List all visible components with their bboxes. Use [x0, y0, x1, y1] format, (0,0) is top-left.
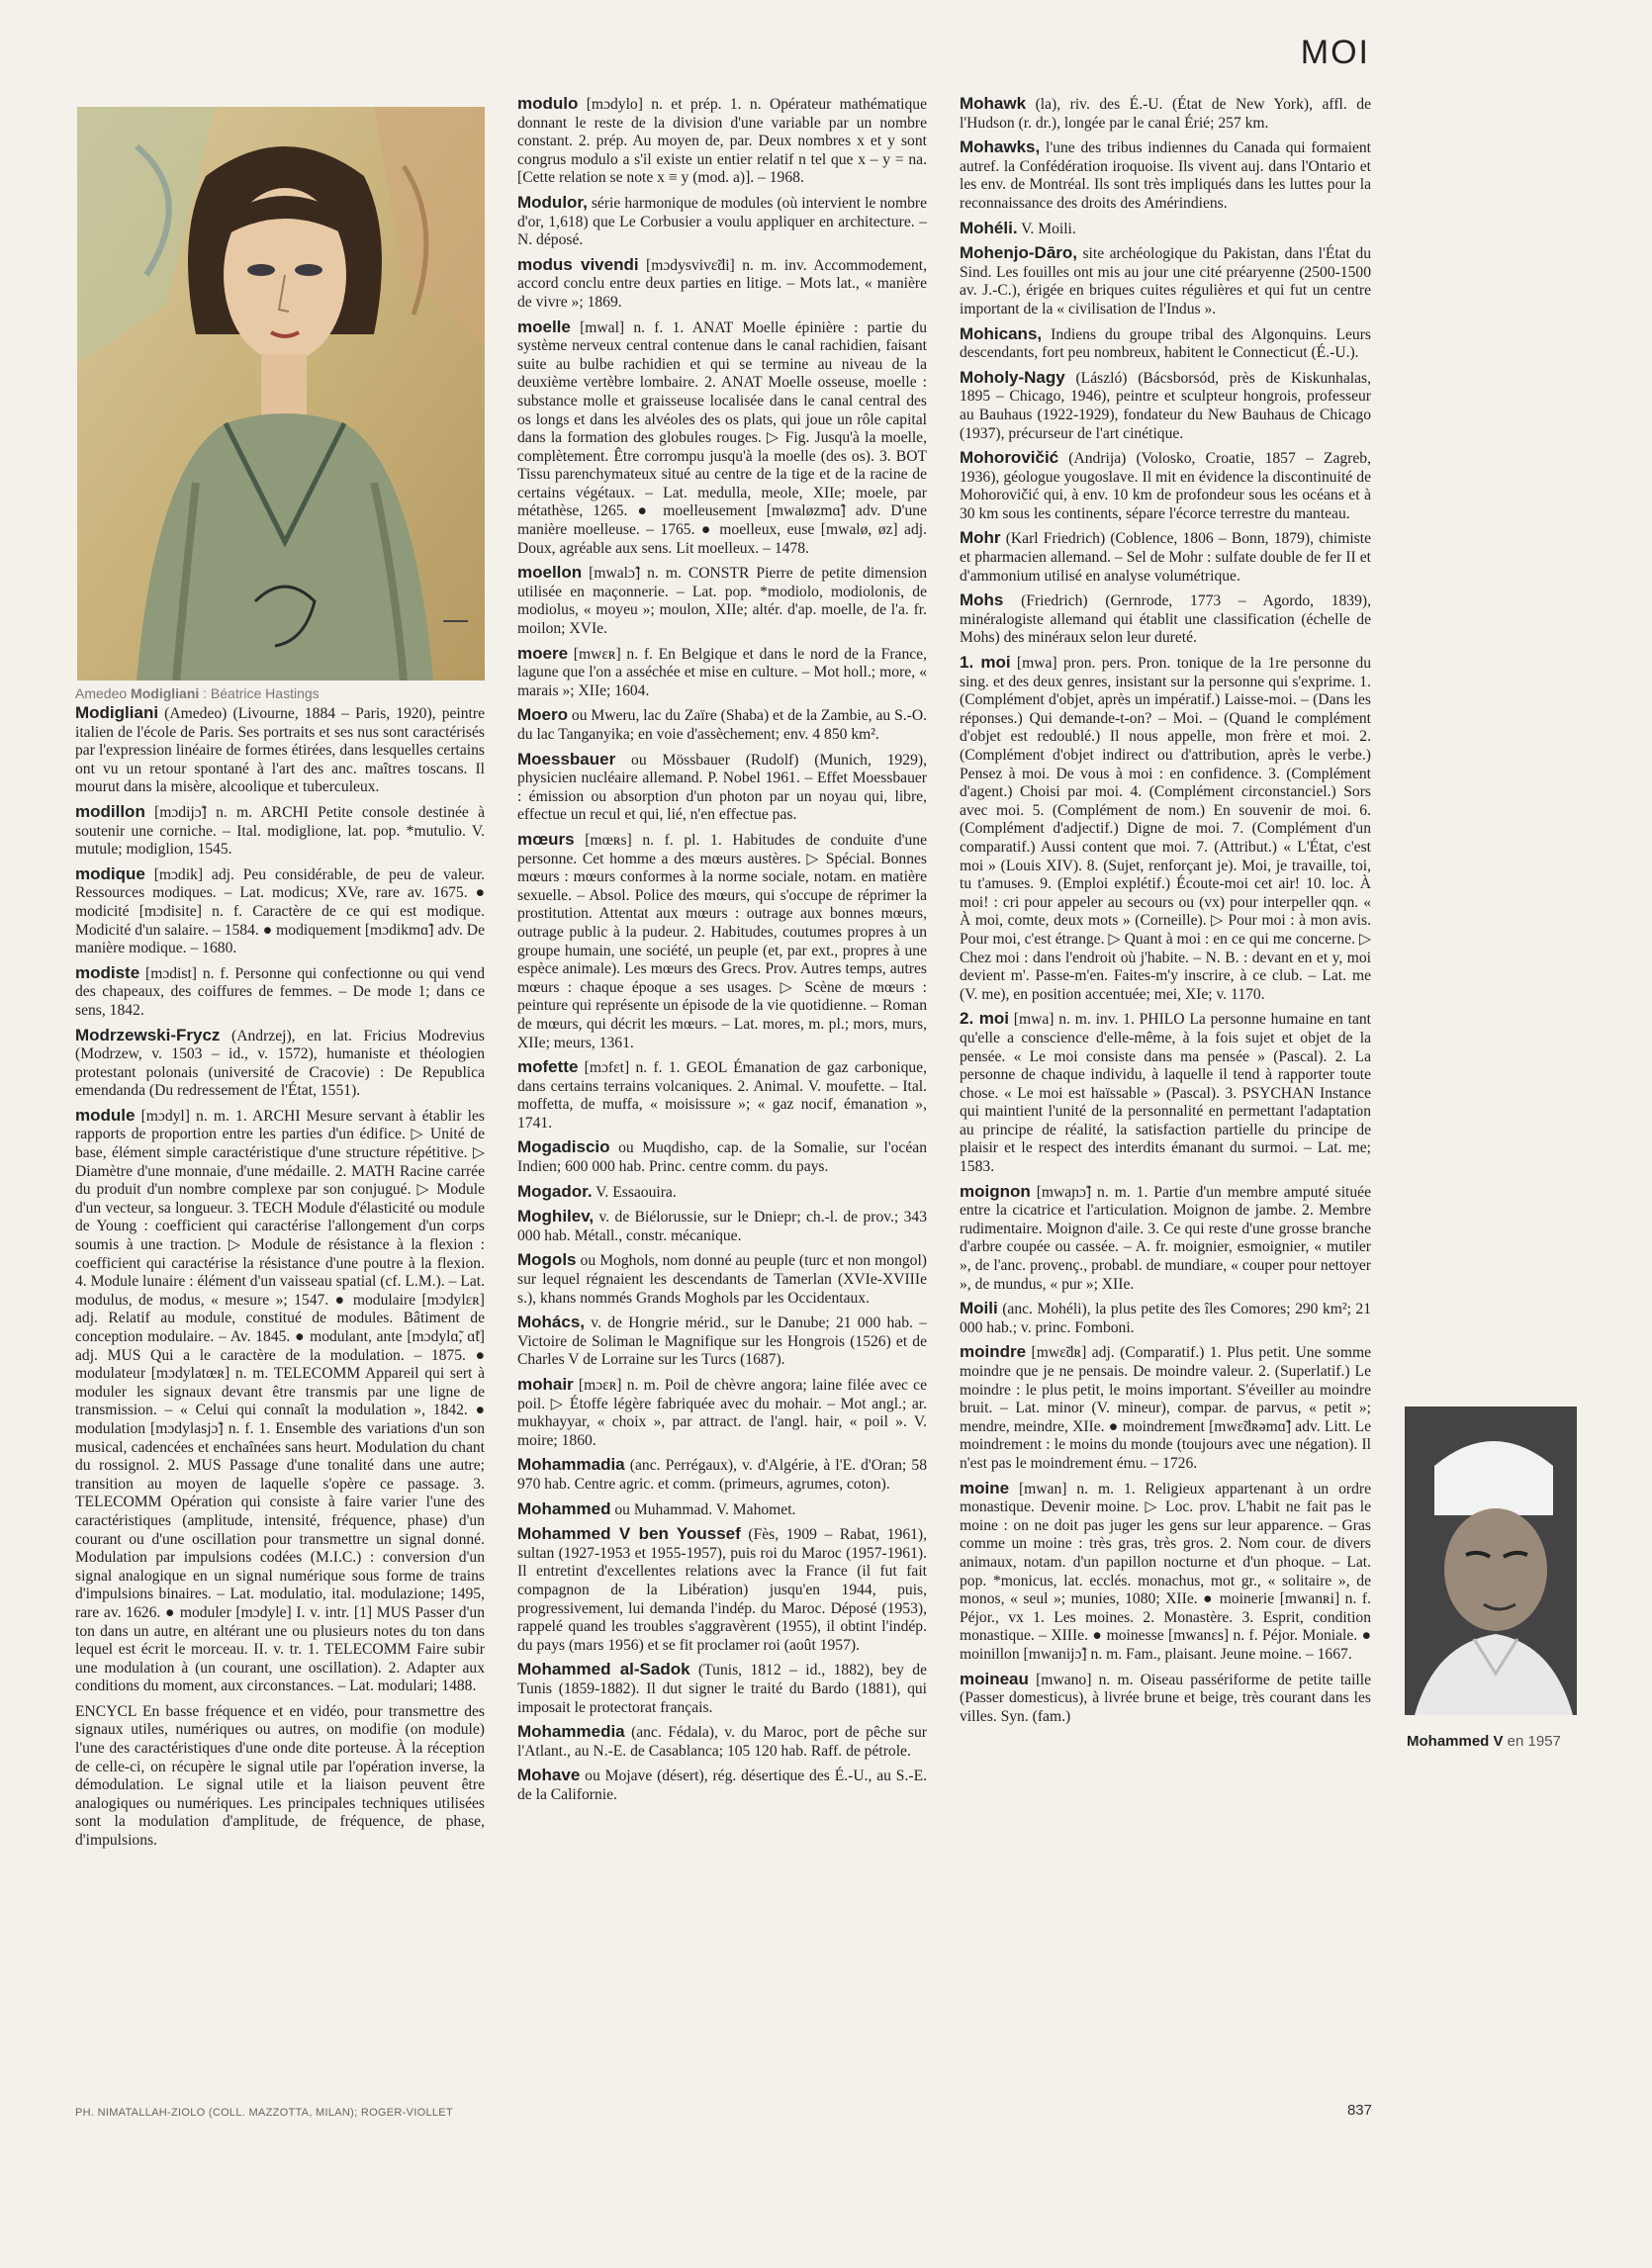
entry	[960, 1671, 1371, 1727]
encyclopedic-note	[75, 1702, 485, 1851]
definition: ou Muqdisho, cap. de la Somalie, sur l'océan Indien; 600 000 hab. Princ. centre comm. du pays.	[517, 1139, 927, 1176]
definition: ou Moghols, nom donné au peuple (turc et non mongol) sur lequel régnaient les descendants de Tamerlan (XVIe-XVIIIe s.), khans nommés Grands Moghols par les Occidentaux.	[517, 1252, 927, 1307]
entry	[960, 529, 1371, 586]
headword: Moessbauer	[517, 749, 616, 769]
entry	[960, 449, 1371, 523]
definition: (anc. Mohéli), la plus petite des îles Comores; 290 km²; 21 000 hab.; v. princ. Fomboni.	[960, 1301, 1371, 1336]
entry	[517, 1500, 927, 1520]
entry	[517, 1251, 927, 1308]
headword: moineau	[960, 1669, 1029, 1688]
entry	[517, 1376, 927, 1450]
entry	[517, 1525, 927, 1655]
entry	[517, 1208, 927, 1245]
entry	[960, 1183, 1371, 1295]
column-1	[75, 704, 485, 2084]
photo-credits: PH. NIMATALLAH-ZIOLO (COLL. MAZZOTTA, MILAN); ROGER-VIOLLET	[75, 2107, 453, 2119]
page-number: 837	[1346, 2102, 1372, 2119]
definition: (Andrzej), en lat. Fricius Modrevius (Modrzew, v. 1503 – id., v. 1572), humaniste et théologien protestant polonais (université de Cracovie) : De Republica emendanda (Du redressement de l'État, 1551).	[75, 1027, 485, 1100]
definition: (Andrija) (Volosko, Croatie, 1857 – Zagreb, 1936), géologue yougoslave. Il mit en évidence la discontinuité de Mohorovičić qui, à env. 10 km de profondeur sous les océans et à 30 km sous les continents, sépare l'écorce terrestre du manteau.	[960, 450, 1371, 522]
entry	[75, 964, 485, 1021]
definition: [mwa] pron. pers. Pron. tonique de la 1re personne du sing. et des deux genres, insistant sur la personne qui s'exprime. 1. (Complément d'objet, après un impératif.) Laisse-moi. – (Dans les réponses.) Qui demande-t-on? – Moi. – (Quand le complément d'objet est redoublé.) Il nous appelle, mon frère et moi. 2. (Complément d'objet indirect ou d'attribution, après le verbe.) Pensez à moi. De vous à moi : en confidence. 3. (Complément d'agent.) Choisi par moi. 4. (Complément circonstanciel.) Sors avec moi. 5. (Complément de nom.) En souvenir de moi. 6. (Complément d'adjectif.) Digne de moi. 7. (Complément d'un comparatif.) Aussi content que moi. 7. (Attribut.) « L'État, c'est moi » (Louis XIV). 8. (Sujet, renforçant je). Moi, je travaille, toi, tu t'amuses. 9. (Emploi explétif.) Écoute-moi cet air! 10. loc. À moi! : cri pour appeler au secours ou (vx) pour interpeller qqn. « À moi, comte, deux mots » (Corneille). ▷ Pour moi : à mon avis. Pour moi, c'est étrange. ▷ Quant à moi : en ce qui me concerne. ▷ Chez moi : dans l'endroit où j'habite. – N. B. : devant en et y, moi devient m'. Passe-m'en. Faites-m'y inscrire, à ce club. – Lat. me (V. me), en position accentuée; mei, XIe; v. 1170.	[960, 655, 1371, 1003]
caption-year: en 1957	[1503, 1733, 1561, 1750]
entry	[960, 244, 1371, 318]
definition: ou Mojave (désert), rég. désertique des É.-U., au S.-E. de la Californie.	[517, 1768, 927, 1803]
headword: Mohawks,	[960, 137, 1041, 157]
definition: v. de Biélorussie, sur le Dniepr; ch.-l. de prov.; 343 000 hab. Métall., constr. mécanique.	[517, 1209, 927, 1244]
headword: moindre	[960, 1342, 1027, 1362]
entry	[960, 220, 1371, 239]
caption-surname: Modigliani	[131, 685, 200, 701]
definition: [mɔdysvivɛ̃di] n. m. inv. Accommodement, accord conclu entre deux parties en litige. – Mots lat., « manière de vivre »; 1869.	[517, 256, 927, 311]
running-head: MOI	[1300, 34, 1370, 71]
definition: (Karl Friedrich) (Coblence, 1806 – Bonn, 1879), chimiste et pharmacien allemand. – Sel de Mohr : sulfate double de fer II et d'ammonium utilisé en analyse volumétrique.	[960, 530, 1371, 585]
definition: V. Moili.	[1017, 220, 1076, 237]
entry	[75, 1027, 485, 1101]
definition: (anc. Perrégaux), v. d'Algérie, à l'E. d'Oran; 58 970 hab. Centre agric. et comm. (primeurs, agrumes, coton).	[517, 1457, 927, 1493]
headword: Mohács,	[517, 1313, 586, 1332]
definition: (Friedrich) (Gernrode, 1773 – Agordo, 1839), minéralogiste allemand qui établit une classification (échelle de Mohs) des minéraux selon leur dureté.	[960, 592, 1371, 647]
headword: Mohorovičić	[960, 448, 1059, 468]
modigliani-portrait-image	[77, 107, 485, 680]
definition: [mɔdik] adj. Peu considérable, de peu de valeur. Ressources modiques. – Lat. modicus; XVe, rare av. 1675. ● modicité [mɔdisite] n. f. Caractère de ce qui est modique. Modicité d'un salaire. – 1584. ● modiquement [mɔdikmɑ̃] adv. De manière modique. – 1680.	[75, 865, 485, 957]
headword: modiste	[75, 962, 140, 982]
photo-caption	[1407, 1733, 1561, 1750]
entry	[960, 654, 1371, 1004]
headword: Mohs	[960, 590, 1004, 610]
entry	[517, 1767, 927, 1804]
definition: [mɔdijɔ̃] n. m. ARCHI Petite console destinée à soutenir une corniche. – Ital. modiglione, lat. pop. *mutulio. V. mutule; modiglion, 1545.	[75, 803, 485, 859]
headword: Modrzewski-Frycz	[75, 1025, 221, 1044]
entry	[960, 95, 1371, 133]
headword: 2. moi	[960, 1009, 1010, 1029]
mohammed-v-photo	[1405, 1406, 1577, 1715]
headword: Mohammed V ben Youssef	[517, 1524, 741, 1544]
entry	[960, 591, 1371, 648]
definition: [mwɛʀ] n. f. En Belgique et dans le nord de la France, lagune que l'on a asséchée et mise en culture. – Mot holl.; more, « marais »; XIIe; 1604.	[517, 645, 927, 699]
headword: Mogador.	[517, 1181, 593, 1201]
headword: moine	[960, 1478, 1010, 1497]
entry	[75, 865, 485, 958]
definition: [mɔfɛt] n. f. 1. GEOL Émanation de gaz carbonique, dans certains terrains volcaniques. 2. Animal. V. moufette. – Ital. moffetta, de muffa, « moisissure »; « gaz nocif, émanation », 1741.	[517, 1059, 927, 1132]
definition: [mwano] n. m. Oiseau passériforme de petite taille (Passer domesticus), à livrée brune et beige, très courant dans les villes. Syn. (fam.)	[960, 1671, 1371, 1725]
entry	[75, 1107, 485, 1696]
definition: (László) (Bácsborsód, près de Kiskunhalas, 1895 – Chicago, 1946), peintre et sculpteur hongrois, professeur au Bauhaus (1922-1929), fondateur du New Bauhaus de Chicago (1937), précurseur de l'art cinétique.	[960, 369, 1371, 442]
definition: [mɔdylo] n. et prép. 1. n. Opérateur mathématique donnant le reste de la division d'une variable par un nombre constant. 2. prép. Au moyen de, par. Deux nombres x et y sont congrus modulo a s'il existe un entier relatif n tel que x – y = na. [Cette relation se note x ≡ y (mod. a)]. – 1968.	[517, 96, 927, 187]
headword: moignon	[960, 1181, 1031, 1201]
entry	[960, 1300, 1371, 1337]
entry	[517, 831, 927, 1052]
headword: Mohr	[960, 528, 1001, 548]
entry	[517, 645, 927, 701]
headword: Moholy-Nagy	[960, 367, 1065, 387]
headword: Modulor,	[517, 192, 588, 212]
entry	[517, 194, 927, 250]
entry	[517, 1661, 927, 1717]
entry	[960, 369, 1371, 443]
headword: Mohave	[517, 1766, 581, 1785]
headword: modus vivendi	[517, 254, 639, 274]
headword: moelle	[517, 317, 571, 336]
headword: mœurs	[517, 829, 575, 849]
definition: l'une des tribus indiennes du Canada qui formaient autref. la Confédération iroquoise. Ils vivent auj. dans l'Ontario et les env. de Montréal. Ils sont très impliqués dans les luttes pour la reconnaissance des droits des Amérindiens.	[960, 139, 1371, 212]
entry	[517, 1314, 927, 1370]
definition: v. de Hongrie mérid., sur le Danube; 21 000 hab. – Victoire de Soliman le Magnifique sur les Hongrois (1526) et de Charles V de Lorraine sur les Turcs (1687).	[517, 1315, 927, 1369]
entry	[517, 318, 927, 559]
headword: Mohammed	[517, 1498, 611, 1518]
definition: (Tunis, 1812 – id., 1882), bey de Tunis (1859-1882). Il dut signer le traité du Bardo (1881), qui imposait le protectorat français.	[517, 1662, 927, 1716]
definition: (Fès, 1909 – Rabat, 1961), sultan (1927-1953 et 1955-1957), puis roi du Maroc (1957-1961). Il entretint d'excellentes relations avec la France (il fut fait compagnon de la Libération) jusqu'en 1944, puis, progressivement, lui demanda l'indép. du Maroc. Déposé (1953), rappelé quand les troubles s'aggravèrent (1955), il obtint l'indép. du pays (mars 1956) et se fit proclamer roi (août 1957).	[517, 1526, 927, 1654]
entry	[960, 1480, 1371, 1665]
headword: moere	[517, 643, 569, 663]
headword: Mohéli.	[960, 218, 1018, 237]
entry	[517, 1183, 927, 1203]
definition: (Amedeo) (Livourne, 1884 – Paris, 1920), peintre italien de l'école de Paris. Ses portraits et ses nus sont caractérisés par l'expression linéaire de formes étirées, dans lesquelles certains ont vu un retour spontané à l'art des anc. maîtres toscans. Il mourut dans la misère, alcoolique et tuberculeux.	[75, 705, 485, 796]
headword: Mohicans,	[960, 323, 1043, 343]
portrait-caption	[75, 685, 320, 701]
definition: ou Muhammad. V. Mahomet.	[610, 1500, 796, 1518]
headword: module	[75, 1105, 136, 1125]
definition: Indiens du groupe tribal des Algonquins. Leurs descendants, fort peu nombreux, habitent le Connecticut (É.-U.).	[960, 325, 1371, 362]
entry	[517, 1138, 927, 1176]
entry	[960, 138, 1371, 213]
definition: site archéologique du Pakistan, dans l'État du Sind. Les fouilles ont mis au jour une cité préaryenne (2500-1500 av. J.-C.), érigée en briques cuites régulières et qui fut un centre important de la « civilisation de l'Indus ».	[960, 245, 1371, 318]
caption-first-name: Amedeo	[75, 685, 132, 701]
headword: Mohenjo-Dāro,	[960, 243, 1077, 263]
entry	[517, 751, 927, 825]
headword: modique	[75, 863, 145, 883]
headword: Mohammed al-Sadok	[517, 1660, 690, 1679]
headword: modulo	[517, 95, 579, 113]
definition: (la), riv. des É.-U. (État de New York), affl. de l'Hudson (r. dr.), longée par le canal Érié; 257 km.	[960, 96, 1371, 132]
headword: Modigliani	[75, 704, 159, 722]
headword: modillon	[75, 801, 145, 821]
caption-title: : Béatrice Hastings	[199, 685, 320, 701]
entry	[960, 1010, 1371, 1176]
entry	[75, 803, 485, 860]
entry	[517, 564, 927, 638]
definition: série harmonique de modules (où intervient le nombre d'or, 1,618) que Le Corbusier a voulu appliquer en architecture. – N. déposé.	[517, 194, 927, 249]
definition: [mɔdist] n. f. Personne qui confectionne ou qui vend des chapeaux, des coiffures de femmes. – De mode 1; dans ce sens, 1842.	[75, 964, 485, 1019]
definition: [mɔɛʀ] n. m. Poil de chèvre angora; laine filée avec ce poil. ▷ Étoffe légère fabriquée avec du mohair. – Mot angl.; ar. mukhayyar, « choix », par attract. de l'angl. hair, « poil ». V. moire; 1860.	[517, 1377, 927, 1449]
caption-subject: Mohammed V	[1407, 1733, 1504, 1750]
entry	[75, 704, 485, 797]
entry	[517, 1456, 927, 1494]
headword: Moghilev,	[517, 1207, 595, 1226]
headword: moellon	[517, 563, 583, 583]
definition: ou Mössbauer (Rudolf) (Munich, 1929), physicien nucléaire allemand. P. Nobel 1961. – Effet Moessbauer : émission ou absorption d'un photon par un noyau qui, libre, effectue un recul et qui, lié, n'en effectue pas.	[517, 751, 927, 824]
definition: [mwan] n. m. 1. Religieux appartenant à un ordre monastique. Devenir moine. ▷ Loc. prov. L'habit ne fait pas le moine : on ne doit pas juger les gens sur leur apparence. – Gras comme un moine : très gras, très gros. 2. Nom cour. de divers animaux, notam. d'un papillon nocturne et d'un phoque. – Lat. pop. *monicus, lat. ecclés. monachus, mot gr., « solitaire », de monos, « seul »; munies, 1080; XIIe. ● moinerie [mwanʀi] n. f. Péjor., vx 1. Les moines. 2. Monastère. 3. Esprit, condition monastique. – XIIIe. ● moinesse [mwanɛs] n. f. Péjor. Moniale. ● moinillon [mwanijɔ̃] n. m. Fam., plaisant. Jeune moine. – 1667.	[960, 1480, 1371, 1663]
headword: Mogadiscio	[517, 1137, 610, 1157]
definition: [mwaɲɔ̃] n. m. 1. Partie d'un membre amputé située entre la cicatrice et l'articulation. Moignon de jambe. 2. Membre rudimentaire. Moignon d'aile. 3. Ce qui reste d'une grosse branche d'arbre coupée ou cassée. – A. fr. moignier, esmoignier, « mutiler », de l'anc. provenç., probabl. de mundiare, « couper pour nettoyer », de mundus, « pur »; XIIe.	[960, 1183, 1371, 1293]
entry	[960, 325, 1371, 363]
definition: ENCYCL En basse fréquence et en vidéo, pour transmettre des signaux utiles, numériques ou autres, on modifie (on module) l'une des caractéristiques d'une onde dite porteuse. À la réception de celle-ci, on récupère le signal utile par l'opération inverse, la démodulation. Le signal utile et la liaison peuvent être analogiques ou numériques. Les principales techniques utilisées sont la modulation d'amplitude, de fréquence, de phase, d'impulsions.	[75, 1702, 485, 1850]
entry	[517, 1723, 927, 1761]
definition: [mwal] n. f. 1. ANAT Moelle épinière : partie du système nerveux central contenue dans le canal rachidien, faisant suite au bulbe rachidien et qui se termine au niveau de la deuxième vertèbre lombaire. 2. ANAT Moelle osseuse, moelle : substance molle et graisseuse localisée dans le canal central des os longs et dans les alvéoles des os plats, qui joue un rôle capital dans la formation des globules rouges. ▷ Fig. Jusqu'à la moelle, complètement. Être corrompu jusqu'à la moelle (des os). 3. BOT Tissu parenchymateux situé au centre de la tige et de la racine de certains végétaux. – Lat. medulla, meole, XIIe; moele, par métathèse, 1265. ● moelleusement [mwaløzmɑ̃] adv. D'une manière moelleuse. – 1765. ● moelleux, euse [mwalø, øz] adj. Doux, agréable aux sens. Lit moelleux. – 1478.	[517, 318, 927, 557]
headword: mofette	[517, 1057, 579, 1077]
entry	[960, 1343, 1371, 1473]
entry	[517, 1058, 927, 1133]
headword: mohair	[517, 1375, 574, 1394]
definition: [mɔdyl] n. m. 1. ARCHI Mesure servant à établir les rapports de proportion entre les parties d'un édifice. ▷ Unité de base, élément simple caractéristique d'une structure répétitive. ▷ Diamètre d'une monnaie, d'une médaille. 2. MATH Racine carrée du produit d'un nombre complexe par son conjugué. ▷ Module d'un vecteur, sa longueur. 3. TECH Module d'élasticité ou module de Young : coefficient qui caractérise l'allongement d'un corps soumis à une traction. ▷ Module de résistance à la flexion : coefficient qui caractérise la résistance d'une poutre à la flexion. 4. Module lunaire : élément d'un vaisseau spatial (cf. L.M.). – Lat. modulus, de modus, « mesure »; 1547. ● modulaire [mɔdylɛʀ] adj. Relatif au module, constitué de modules. Bâtiment de conception modulaire. – Av. 1845. ● modulant, ante [mɔdylɑ̃, ɑ̃t] adj. MUS Qui a le caractère de la modulation. – 1875. ● modulateur [mɔdylatœʀ] n. m. TELECOMM Appareil qui sert à moduler les signaux devant être transmis par une ligne de transmission. – « Celui qui connaît la modulation », 1842. ● modulation [mɔdylasjɔ̃] n. f. 1. Ensemble des variations d'un son musical, cadencées et enchaînées sans heurt. Modulation du chant du rossignol. 2. MUS Passage d'une tonalité dans une autre; transition au moyen de laquelle s'opère ce passage. 3. TELECOMM Opération qui consiste à faire varier l'une des caractéristiques (amplitude, intensité, fréquence, phase) d'un courant ou d'une oscillation pour transmettre un signal donné. Modulation par impulsions codées (M.I.C.) : conversion d'un signal analogique en un signal numérique sous forme de trains d'impulsions binaires. – Lat. modulatio, ital. modulazione; 1495, rare av. 1626. ● moduler [mɔdyle] I. v. intr. [1] MUS Passer d'un ton dans un autre, en altérant une ou plusieurs notes du ton dans lequel est écrit le morceau. II. v. tr. 1. TELECOMM Faire subir une modulation à (un courant, une oscillation). 2. Adapter aux conditions du moment, aux circonstances. – Lat. modulari; 1488.	[75, 1107, 485, 1695]
entry	[517, 95, 927, 188]
definition: V. Essaouira.	[592, 1183, 677, 1201]
definition: [mwalɔ̃] n. m. CONSTR Pierre de petite dimension utilisée en maçonnerie. – Lat. pop. *modiolo, modiolonis, de modiolus, « moyeu »; moulon, XIIe; altér. d'ap. moelle, de l'a. fr. moilon; XVIe.	[517, 565, 927, 638]
headword: 1. moi	[960, 653, 1011, 673]
definition: [mwa] n. m. inv. 1. PHILO La personne humaine en tant qu'elle a conscience d'elle-même, à la fois sujet et objet de la pensée. « Le moi consiste dans ma pensée » (Pascal). 2. La personne de chaque individu, à laquelle il tend à rapporter toute chose. « Le moi est haïssable » (Pascal). 3. PSYCHAN Instance qui maintient l'unité de la personnalité en permettant l'adaptation au principe de réalité, la satisfaction partielle du principe de plaisir et le respect des interdits émanant du surmoi. – Lat. me; 1583.	[960, 1011, 1371, 1176]
column-3	[960, 95, 1371, 2083]
headword: Moero	[517, 705, 568, 725]
headword: Mogols	[517, 1250, 577, 1270]
definition: (anc. Fédala), v. du Maroc, port de pêche sur l'Atlant., au N.-E. de Casablanca; 105 120 hab. Raff. de pétrole.	[517, 1724, 927, 1760]
column-2	[517, 95, 927, 2083]
entry	[517, 706, 927, 744]
headword: Mohawk	[960, 95, 1027, 113]
definition: [mwɛ̃dʀ] adj. (Comparatif.) 1. Plus petit. Une somme moindre que je ne pensais. De moindre valeur. 2. (Superlatif.) Le moindre : le plus petit, le moins important. S'éveiller au moindre bruit. – Lat. minor (V. mineur), compar. de parvus, « petit »; mendre, meindre, XIIe. ● moindrement [mwɛ̃dʀəmɑ̃] adv. Litt. Le moindrement : le moins du monde (toujours avec une négation). Il n'est pas le moindrement ému. – 1726.	[960, 1344, 1371, 1472]
headword: Moili	[960, 1299, 998, 1318]
definition: ou Mweru, lac du Zaïre (Shaba) et de la Zambie, au S.-O. du lac Tanganyika; en voie d'assèchement; env. 4 850 km².	[517, 707, 927, 743]
definition: [mœʀs] n. f. pl. 1. Habitudes de conduite d'une personne. Cet homme a des mœurs austères. ▷ Spécial. Bonnes mœurs : mœurs conformes à la norme sociale, notam. en matière sexuelle. – Absol. Police des mœurs, qui s'occupe de réprimer la prostitution. Attentat aux mœurs : outrage aux bonnes mœurs, outrage public à la pudeur. 2. Habitudes, coutumes propres à un groupe humain, une société, un peuple (et, par ext., propres à une espèce animale). Les mœurs des Grecs. Prov. Autres temps, autres mœurs : chaque époque a ses usages. ▷ Scène de mœurs : peinture qui représente un épisode de la vie quotidienne. – Roman de mœurs, qui décrit les mœurs. – Lat. mores, m. pl.; mors, murs, XIIe; meurs, 1361.	[517, 831, 927, 1051]
headword: Mohammadia	[517, 1455, 625, 1475]
headword: Mohammedia	[517, 1722, 625, 1742]
entry	[517, 256, 927, 313]
